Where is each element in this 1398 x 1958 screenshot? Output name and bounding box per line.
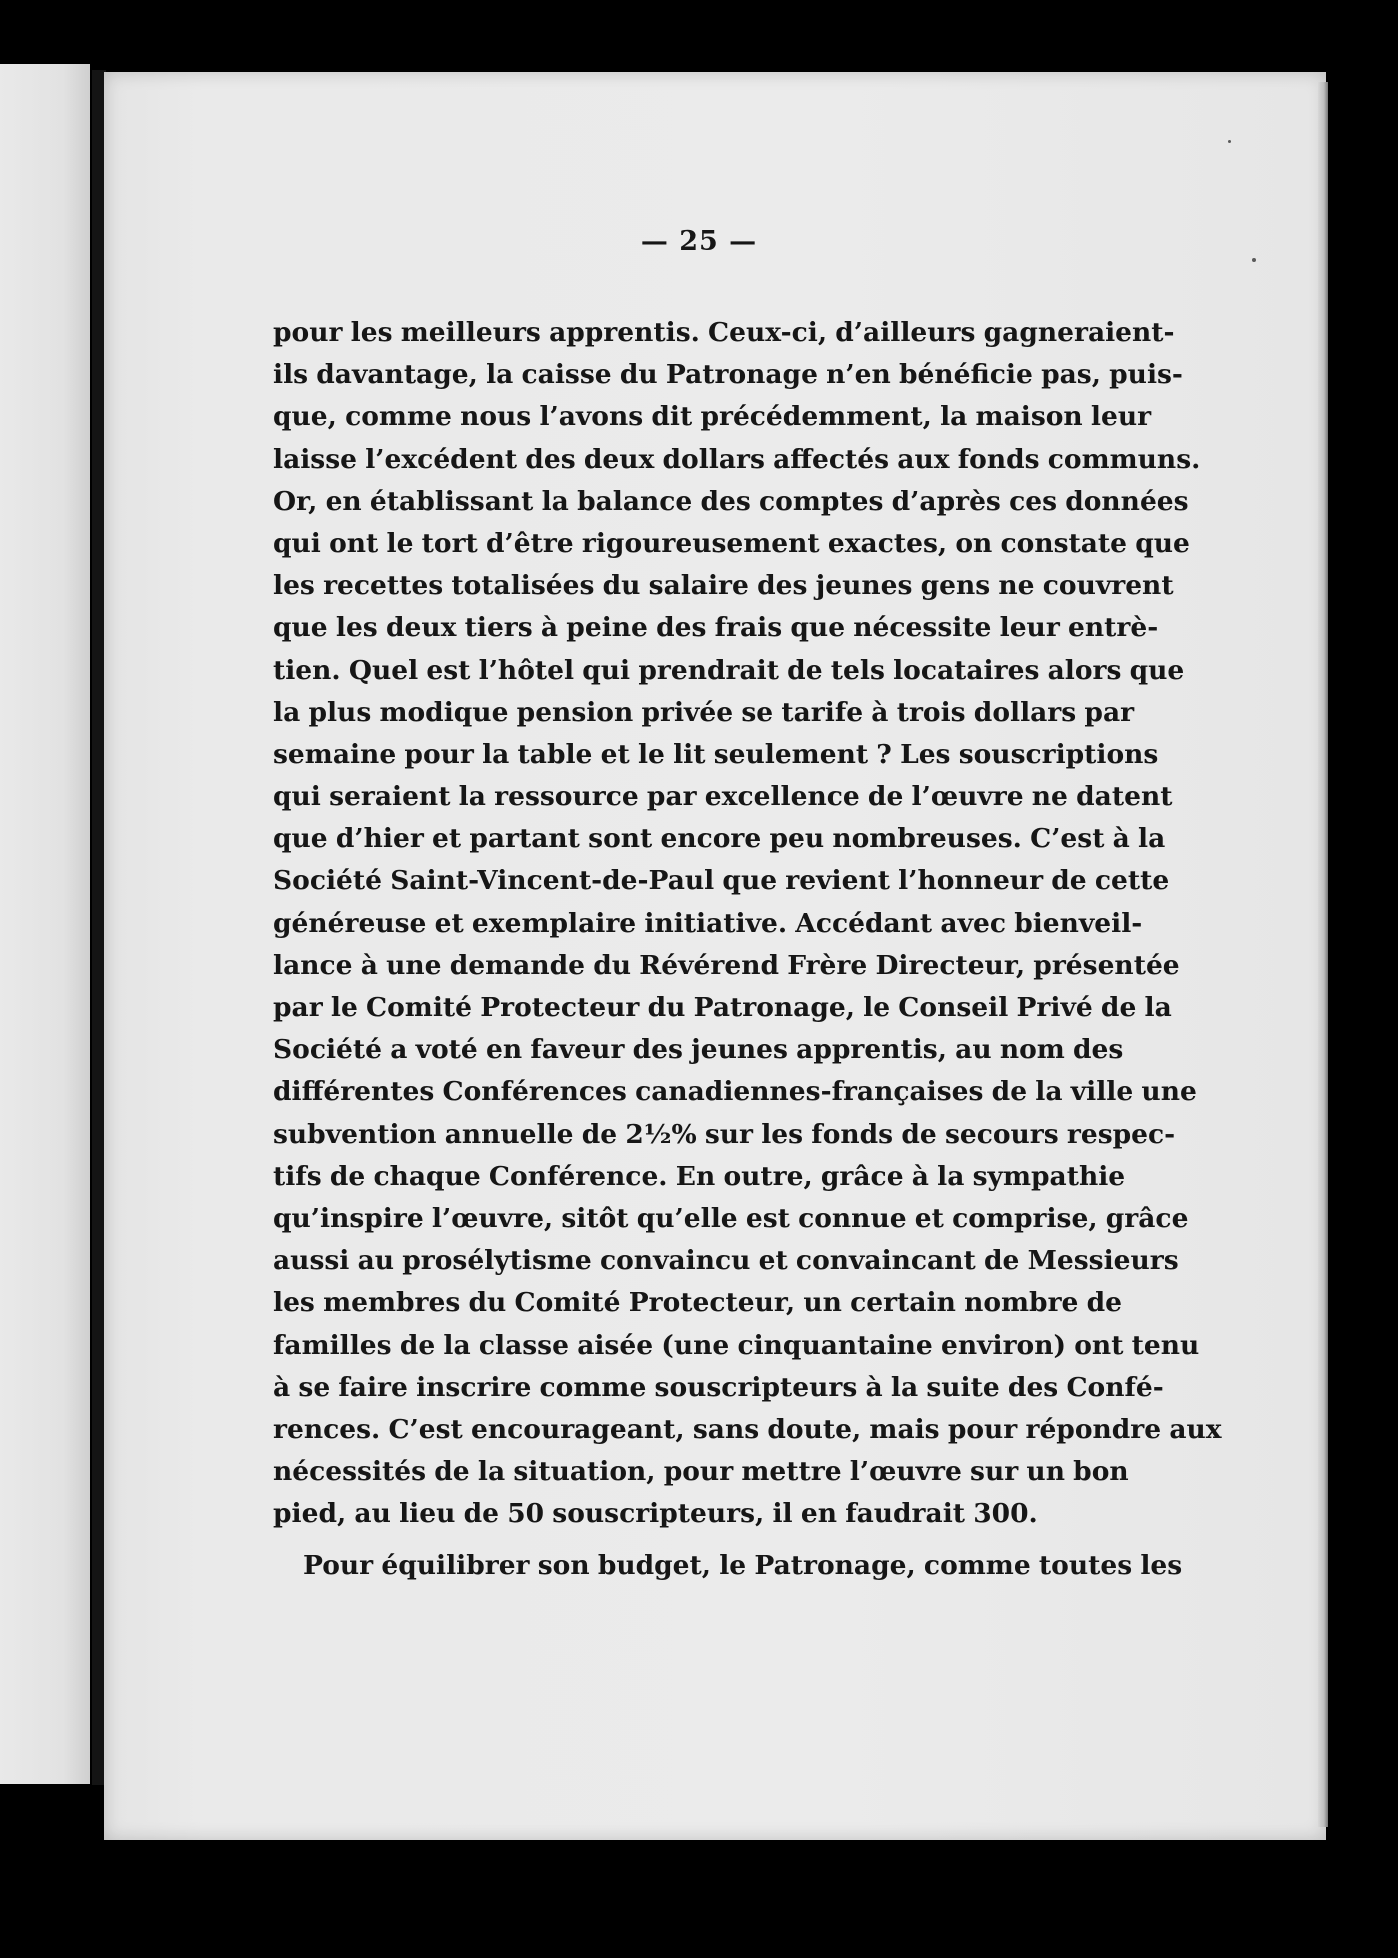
paragraph [273,1545,1183,1587]
text-line: différentes Conférences canadiennes-françaises de la ville une [273,1076,1197,1108]
page-number: — 25 — [640,226,758,257]
paragraph-gap [273,1535,1067,1545]
text-line: subvention annuelle de 2½% sur les fonds de secours respec- [273,1118,1176,1150]
text-line: ils davantage, la caisse du Patronage n’en bénéficie pas, puis- [273,359,1183,391]
text-line: généreuse et exemplaire initiative. Accédant avec bienveil- [273,907,1143,939]
text-line: rences. C’est encourageant, sans doute, mais pour répondre aux [273,1413,1222,1445]
facing-page-edge [0,64,90,1784]
text-line: la plus modique pension privée se tarife à trois dollars par [273,696,1135,728]
text-line: nécessités de la situation, pour mettre l’œuvre sur un bon [273,1456,1129,1488]
text-line: tifs de chaque Conférence. En outre, grâce à la sympathie [273,1160,1126,1192]
text-line: Société Saint-Vincent-de-Paul que revient l’honneur de cette [273,865,1170,897]
text-line: qui ont le tort d’être rigoureusement exactes, on constate que [273,527,1190,559]
text-line: pied, au lieu de 50 souscripteurs, il en faudrait 300. [273,1498,1038,1530]
text-line: que, comme nous l’avons dit précédemment, la maison leur [273,401,1152,433]
body-text [273,312,1222,1588]
text-line: les membres du Comité Protecteur, un certain nombre de [273,1287,1123,1319]
text-line: à se faire inscrire comme souscripteurs à la suite des Confé- [273,1371,1164,1403]
text-line: Or, en établissant la balance des comptes d’après ces données [273,485,1189,517]
text-line: Société a voté en faveur des jeunes apprentis, au nom des [273,1034,1124,1066]
page-right-edge [1318,82,1328,1827]
text-line: tien. Quel est l’hôtel qui prendrait de tels locataires alors que [273,654,1185,686]
text-line: familles de la classe aisée (une cinquantaine environ) ont tenu [273,1329,1200,1361]
text-line: qui seraient la ressource par excellence de l’œuvre ne datent [273,781,1173,813]
text-line: que d’hier et partant sont encore peu nombreuses. C’est à la [273,823,1166,855]
dust-speck [1252,258,1256,262]
text-line: semaine pour la table et le lit seulement ? Les souscriptions [273,738,1159,770]
text-line: Pour équilibrer son budget, le Patronage, comme toutes les [303,1550,1183,1582]
dust-speck [1228,140,1231,143]
text-line: que les deux tiers à peine des frais que nécessite leur entrè- [273,612,1159,644]
text-line: les recettes totalisées du salaire des jeunes gens ne couvrent [273,570,1174,602]
text-line: par le Comité Protecteur du Patronage, le Conseil Privé de la [273,992,1172,1023]
text-line: lance à une demande du Révérend Frère Directeur, présentée [273,949,1180,981]
text-line: aussi au prosélytisme convaincu et convaincant de Messieurs [273,1245,1179,1277]
text-line: qu’inspire l’œuvre, sitôt qu’elle est connue et comprise, grâce [273,1202,1189,1234]
text-line: pour les meilleurs apprentis. Ceux-ci, d’ailleurs gagneraient- [273,317,1175,348]
paragraph [273,312,1222,1535]
text-line: laisse l’excédent des deux dollars affectés aux fonds communs. [273,443,1201,475]
